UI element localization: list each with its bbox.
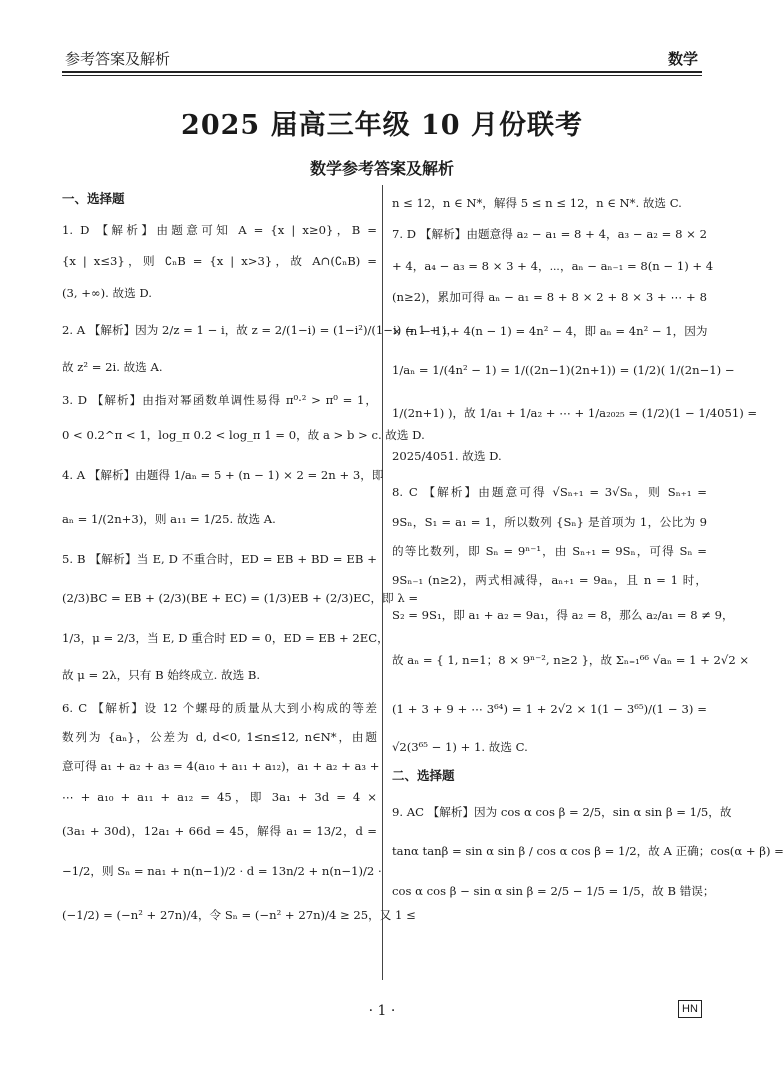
answer-item [62,693,416,937]
answer-line: tanα tanβ = sin α sin β / cos α cos β = 1/2，故 A 正确；cos(α + β) = [392,844,784,858]
answer-item [392,793,784,911]
answer-line: 3. D 【解析】由指对幂函数单调性易得 π⁰·² > π⁰ = 1， [62,393,377,407]
answer-line: 7. D 【解析】由题意得 a₂ − a₁ = 8 + 4，a₃ − a₂ = 8 × 2 [392,227,707,241]
answer-line: (−1/2) = (−n² + 27n)/4，令 Sₙ = (−n² + 27n)/4 ≥ 25，又 1 ≤ [62,908,416,922]
right-column [392,188,784,911]
answer-line: 1. D 【解析】由题意可知 A = {x | x≥0}，B = [62,223,377,237]
header-rule [62,71,702,73]
page-subtitle: 数学参考答案及解析 [309,159,454,178]
header-rule-thin [62,75,702,76]
answer-line: 2. A 【解析】因为 2/z = 1 − i，故 z = 2/(1−i) = (1−i²)/(1−i) = 1 + i， [62,323,459,337]
answer-line: {x | x≤3}，则 ∁ₙB = {x | x>3}，故 A∩(∁ₙB) = [62,254,377,268]
answer-line: 1/3，μ = 2/3，当 E, D 重合时 ED = 0，ED = EB + 2EC， [62,631,389,645]
answer-line: (2/3)BC = EB + (2/3)(BE + EC) = (1/3)EB + (2/3)EC，即 λ = [62,591,419,605]
answer-line: ⋯ + a₁₀ + a₁₁ + a₁₂ = 45，即 3a₁ + 3d = 4 × [62,790,377,804]
answer-line: 6. C 【解析】设 12 个螺母的质量从大到小构成的等差 [62,701,377,715]
page-title: 2025 届高三年级 10 月份联考 [181,110,583,141]
answer-item [62,216,377,309]
answer-line: 故 z² = 2i. 故选 A. [62,360,163,374]
region-code-badge: HN [678,1000,702,1018]
answer-line: 1/aₙ = 1/(4n² − 1) = 1/((2n−1)(2n+1)) = (1/2)( 1/(2n−1) − [392,363,735,377]
answer-line: 9. AC 【解析】因为 cos α cos β = 2/5，sin α sin β = 1/5，故 [392,805,732,819]
answer-line: −1/2，则 Sₙ = na₁ + n(n−1)/2 · d = 13n/2 + n(n−1)/2 · [62,864,382,878]
answer-item [392,478,750,763]
answer-line: × (n − 1) + 4(n − 1) = 4n² − 4，即 aₙ = 4n² − 1，因为 [392,324,708,338]
answer-line: 的等比数列，即 Sₙ = 9ⁿ⁻¹，由 Sₙ₊₁ = 9Sₙ，可得 Sₙ = [392,544,707,558]
answer-line: √2(3⁶⁵ − 1) + 1. 故选 C. [392,740,528,754]
answer-line: aₙ = 1/(2n+3)，则 a₁₁ = 1/25. 故选 A. [62,512,276,526]
answer-line: 故 aₙ = { 1, n=1；8 × 9ⁿ⁻², n≥2 }，故 Σₙ₌₁⁶⁶ √aₙ = 1 + 2√2 × [392,653,750,667]
answer-line: 5. B 【解析】当 E, D 不重合时，ED = EB + BD = EB + [62,552,377,566]
answer-line: n ≤ 12，n ∈ N*，解得 5 ≤ n ≤ 12，n ∈ N*. 故选 C. [392,196,682,210]
answer-line: (n≥2)，累加可得 aₙ − a₁ = 8 + 8 × 2 + 8 × 3 + ⋯ + 8 [392,290,707,304]
answer-line: + 4，a₄ − a₃ = 8 × 3 + 4，⋯，aₙ − aₙ₋₁ = 8(n − 1) + 4 [392,259,714,273]
answer-item [62,309,459,383]
answer-line: 9Sₙ，S₁ = a₁ = 1，所以数列 {Sₙ} 是首项为 1，公比为 9 [392,515,707,529]
answer-line: (3, +∞). 故选 D. [62,286,152,300]
answer-line: S₂ = 9S₁，即 a₁ + a₂ = 9a₁，得 a₂ = 8，那么 a₂/a₁ = 8 ≠ 9， [392,608,734,622]
page-number: · 1 · [368,1003,396,1019]
answer-line: (3a₁ + 30d)，12a₁ + 66d = 45，解得 a₁ = 13/2，d = [62,824,377,838]
answer-line: 1/(2n+1) )，故 1/a₁ + 1/a₂ + ⋯ + 1/a₂₀₂₅ = (1/2)(1 − 1/4051) = [392,406,758,420]
answer-line: 2025/4051. 故选 D. [392,449,502,463]
column-divider [382,185,383,980]
answer-item [392,218,758,478]
answer-line: 意可得 a₁ + a₂ + a₃ = 4(a₁₀ + a₁₁ + a₁₂)，a₁ + a₂ + a₃ + [62,759,380,773]
answer-line: 数列为 {aₙ}，公差为 d, d<0, 1≤n≤12, n∈N*，由题 [62,730,377,744]
answer-item [62,453,384,541]
answer-item [62,541,419,693]
answer-line: (1 + 3 + 9 + ⋯ 3⁶⁴) = 1 + 2√2 × 1(1 − 3⁶⁵)/(1 − 3) = [392,702,707,716]
answer-line: cos α cos β − sin α sin β = 2/5 − 1/5 = 1/5，故 B 错误； [392,884,715,898]
answer-line: 故 μ = 2λ，只有 B 始终成立. 故选 B. [62,668,261,682]
header-right: 数学 [667,50,698,68]
section-heading-choice: 一、选择题 [62,191,125,206]
answer-item [392,188,707,218]
answer-item [62,383,425,453]
section-heading-choice-2: 二、选择题 [392,768,455,783]
header-left: 参考答案及解析 [65,50,171,68]
answer-line: 8. C 【解析】由题意可得 √Sₙ₊₁ = 3√Sₙ，则 Sₙ₊₁ = [392,485,707,499]
answer-line: 4. A 【解析】由题得 1/aₙ = 5 + (n − 1) × 2 = 2n + 3，即 [62,468,384,482]
answer-line: 0 < 0.2^π < 1，log_π 0.2 < log_π 1 = 0，故 a > b > c. 故选 D. [62,428,425,442]
answer-line: 9Sₙ₋₁ (n≥2)，两式相减得，aₙ₊₁ = 9aₙ，且 n = 1 时， [392,573,707,587]
